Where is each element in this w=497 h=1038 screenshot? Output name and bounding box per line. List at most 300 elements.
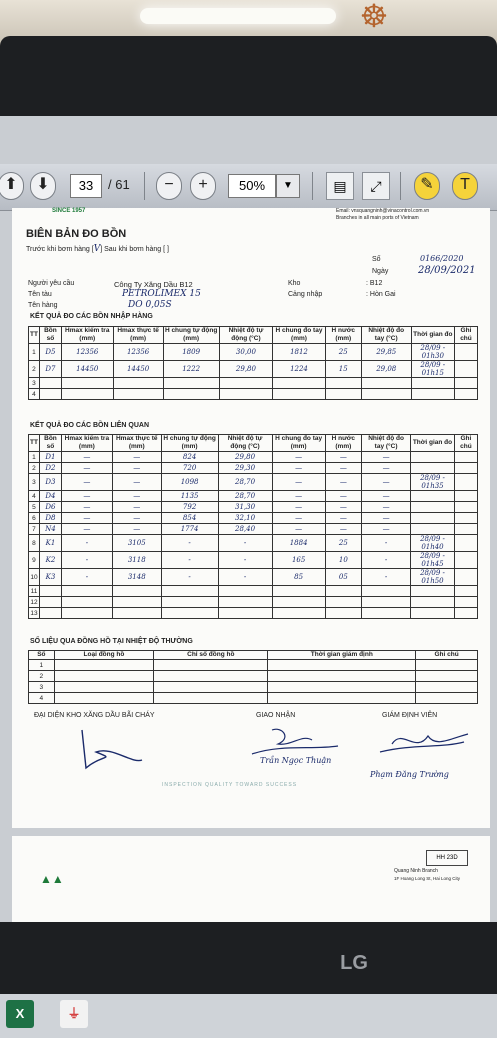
toolbar-divider: [144, 172, 145, 200]
zoom-level-input[interactable]: 50%: [228, 174, 276, 198]
table-cell: [161, 608, 218, 619]
ngay-label: Ngày: [372, 268, 389, 275]
table-cell: 2: [29, 361, 40, 378]
table-cell: [454, 491, 477, 502]
table-cell: D7: [39, 361, 61, 378]
table-cell: 28,70: [218, 474, 272, 491]
table-cell: 1: [29, 344, 40, 361]
table-cell: D8: [39, 513, 61, 524]
table-cell: 8: [29, 535, 40, 552]
table-cell: [112, 597, 161, 608]
table-cell: [161, 597, 218, 608]
table-cell: [218, 597, 272, 608]
table-cell: [454, 502, 477, 513]
table-cell: [163, 378, 219, 389]
table-row: [29, 361, 478, 378]
page-down-icon[interactable]: ⬇: [30, 172, 56, 200]
table-cell: 15: [325, 361, 361, 378]
column-header: Ghi chú: [454, 435, 477, 452]
table-cell: 1: [29, 452, 40, 463]
table-cell: 14450: [113, 361, 163, 378]
ship-name-label: Tên tàu: [28, 291, 52, 298]
right-signature-image: [372, 724, 472, 764]
table-cell: [272, 586, 325, 597]
related-tanks-table: [28, 434, 478, 619]
table-cell: 792: [161, 502, 218, 513]
table-cell: —: [272, 463, 325, 474]
table-cell: [454, 389, 477, 400]
column-header: Thời gian đo: [411, 327, 454, 344]
table-cell: [61, 597, 112, 608]
table-row: [29, 463, 478, 474]
table-cell: D5: [39, 344, 61, 361]
table-cell: —: [272, 452, 325, 463]
table-cell: [54, 660, 153, 671]
table-cell: [454, 344, 477, 361]
table-cell: —: [362, 502, 411, 513]
table-cell: [454, 474, 477, 491]
table-row: [29, 682, 478, 693]
page-number-input[interactable]: 33: [70, 174, 102, 198]
table-cell: [454, 608, 477, 619]
table-cell: [411, 608, 455, 619]
requester-label: Người yêu cầu: [28, 280, 75, 287]
ceiling-light: [140, 8, 336, 24]
table-cell: N4: [39, 524, 61, 535]
port-label: Cảng nhập: [288, 291, 323, 298]
table-cell: —: [112, 513, 161, 524]
table-cell: D2: [39, 463, 61, 474]
table-cell: [154, 682, 268, 693]
table-row: [29, 660, 478, 671]
table-cell: [113, 378, 163, 389]
table-cell: —: [325, 502, 361, 513]
lg-logo: LG: [340, 952, 368, 974]
section1-title: KẾT QUẢ ĐO CÁC BỒN NHẬP HÀNG: [30, 313, 153, 320]
column-header: H nước (mm): [325, 327, 361, 344]
table-cell: 29,08: [361, 361, 411, 378]
table-cell: [61, 389, 113, 400]
table-cell: -: [362, 535, 411, 552]
table-cell: 9: [29, 552, 40, 569]
table-cell: [61, 378, 113, 389]
table-cell: [361, 389, 411, 400]
table-cell: [411, 502, 455, 513]
column-header: TT: [29, 327, 40, 344]
table-cell: [272, 608, 325, 619]
column-header: Thời gian giám định: [268, 651, 416, 660]
port-value: : Hòn Gai: [366, 291, 396, 298]
table-cell: [61, 608, 112, 619]
table-cell: [325, 378, 361, 389]
table-cell: 28/09 - 01h15: [411, 361, 454, 378]
table-cell: 28/09 - 01h40: [411, 535, 455, 552]
table-cell: 12356: [61, 344, 113, 361]
sign-left-label: ĐẠI DIỆN KHO XĂNG DẦU BÃI CHÁY: [34, 712, 155, 719]
table-cell: 3105: [112, 535, 161, 552]
table-cell: —: [61, 524, 112, 535]
table-cell: D3: [39, 474, 61, 491]
table-cell: [454, 535, 477, 552]
column-header: Bồn số: [39, 435, 61, 452]
next-page-preview: [12, 836, 490, 922]
table-cell: 4: [29, 491, 40, 502]
table-cell: 1884: [272, 535, 325, 552]
table-cell: -: [161, 569, 218, 586]
column-header: Nhiệt độ đo tay (°C): [361, 327, 411, 344]
sign-right-label: GIÁM ĐỊNH VIÊN: [382, 712, 438, 719]
table-cell: [268, 660, 416, 671]
table-cell: 720: [161, 463, 218, 474]
column-header: Nhiệt độ tự động (°C): [219, 327, 273, 344]
table-cell: —: [325, 524, 361, 535]
table-cell: 3: [29, 682, 55, 693]
table-cell: —: [61, 474, 112, 491]
table-cell: [325, 608, 361, 619]
excel-icon[interactable]: X: [6, 1000, 34, 1028]
table-cell: [268, 682, 416, 693]
table-cell: 11: [29, 586, 40, 597]
table-cell: 165: [272, 552, 325, 569]
table-cell: —: [61, 491, 112, 502]
table-cell: 29,30: [218, 463, 272, 474]
table-cell: —: [362, 452, 411, 463]
table-cell: -: [218, 569, 272, 586]
table-cell: 13: [30, 609, 38, 617]
column-header: Loại đồng hồ: [54, 651, 153, 660]
table-cell: -: [161, 535, 218, 552]
table-cell: [411, 586, 455, 597]
table-cell: [268, 693, 416, 704]
table-cell: [362, 597, 411, 608]
table-cell: 31,30: [218, 502, 272, 513]
table-cell: [39, 586, 61, 597]
table-cell: [411, 597, 455, 608]
warehouse-label: Kho: [288, 280, 301, 287]
table-row: [29, 552, 478, 569]
column-header: Hmax thực tế (mm): [113, 327, 163, 344]
table-cell: [325, 389, 361, 400]
table-cell: 2: [29, 463, 40, 474]
table-cell: 854: [161, 513, 218, 524]
right-signer-name: Phạm Đăng Trường: [370, 770, 449, 779]
table-cell: [273, 378, 326, 389]
table-cell: [362, 586, 411, 597]
table-cell: 824: [161, 452, 218, 463]
table-cell: [454, 513, 477, 524]
table-cell: [219, 389, 273, 400]
table-cell: [54, 671, 153, 682]
table-cell: —: [325, 491, 361, 502]
column-header: Ghi chú: [416, 651, 478, 660]
table-cell: [454, 524, 477, 535]
zoom-dropdown-icon[interactable]: ▼: [276, 174, 300, 198]
table-cell: 1774: [161, 524, 218, 535]
table-cell: 1135: [161, 491, 218, 502]
table-cell: 28,40: [218, 524, 272, 535]
table-cell: [163, 389, 219, 400]
table-cell: [416, 682, 478, 693]
table-cell: [325, 597, 361, 608]
table-cell: 10: [29, 569, 40, 586]
table-cell: [39, 378, 61, 389]
requester-value: Công Ty Xăng Dầu B12: [114, 280, 193, 289]
table-cell: [54, 682, 153, 693]
table-cell: K1: [39, 535, 61, 552]
table-cell: 29,80: [218, 452, 272, 463]
table-cell: —: [61, 513, 112, 524]
table-cell: [411, 378, 454, 389]
table-cell: [411, 452, 455, 463]
table-row: [29, 378, 478, 389]
table-cell: [454, 586, 477, 597]
table-row: [29, 586, 478, 597]
meter-table: [28, 650, 478, 704]
table-row: [29, 597, 478, 608]
table-cell: [454, 361, 477, 378]
table-cell: —: [112, 463, 161, 474]
table-row: [29, 491, 478, 502]
table-cell: [54, 693, 153, 704]
table-cell: [416, 671, 478, 682]
table-cell: [454, 552, 477, 569]
table-cell: —: [61, 452, 112, 463]
table-cell: -: [218, 552, 272, 569]
table-cell: 10: [325, 552, 361, 569]
comment-icon[interactable]: ✎: [414, 172, 440, 200]
table-cell: 1: [29, 660, 55, 671]
table-row: [29, 693, 478, 704]
table-cell: 2: [29, 671, 55, 682]
column-header: Nhiệt độ tự động (°C): [218, 435, 272, 452]
column-header: H chung tự động (mm): [164, 327, 218, 342]
report-title: BIÊN BẢN ĐO BỒN: [26, 228, 127, 240]
table-cell: 4: [29, 693, 55, 704]
table-cell: 1222: [163, 361, 219, 378]
product-label: Tên hàng: [28, 302, 58, 309]
table-cell: [411, 463, 455, 474]
table-cell: [268, 671, 416, 682]
table-cell: -: [218, 535, 272, 552]
table-cell: 4: [29, 389, 40, 400]
ngay-value: 28/09/2021: [418, 265, 476, 276]
table-cell: [154, 660, 268, 671]
pdf-reader-icon[interactable]: ⏚: [60, 1000, 88, 1028]
table-cell: -: [362, 569, 411, 586]
table-cell: —: [112, 491, 161, 502]
table-cell: 29,85: [361, 344, 411, 361]
table-cell: -: [362, 552, 411, 569]
table-cell: 1812: [273, 344, 326, 361]
column-header: H nước (mm): [325, 435, 361, 452]
table-cell: [218, 608, 272, 619]
warehouse-value: : B12: [366, 280, 383, 287]
table-cell: 85: [272, 569, 325, 586]
table-row: [29, 671, 478, 682]
column-header: Số: [29, 651, 55, 660]
zoom-in-icon[interactable]: +: [190, 172, 216, 200]
column-header: H chung đo tay (mm): [272, 435, 325, 452]
table-cell: [219, 378, 273, 389]
ship-name-value: PETROLIMEX 15: [122, 289, 201, 299]
table-row: [29, 452, 478, 463]
table-cell: 28/09 - 01h35: [411, 474, 455, 491]
table-cell: [411, 513, 455, 524]
page-up-icon[interactable]: ⬆: [0, 172, 24, 200]
table-cell: 32,10: [218, 513, 272, 524]
table-row: [29, 608, 478, 619]
table-cell: [61, 586, 112, 597]
table-cell: 1098: [161, 474, 218, 491]
table-row: [29, 535, 478, 552]
table-cell: 14450: [61, 361, 113, 378]
before-pump-label: Trước khi bơm hàng [V] Sau khi bơm hàng [ ]: [26, 244, 169, 254]
table-cell: [154, 671, 268, 682]
table-row: [29, 474, 478, 491]
table-cell: [454, 569, 477, 586]
table-cell: —: [112, 474, 161, 491]
table-cell: -: [161, 552, 218, 569]
table-cell: 6: [29, 513, 40, 524]
fit-width-icon[interactable]: ⤢: [362, 172, 390, 200]
table-cell: 28/09 - 01h30: [411, 344, 454, 361]
table-cell: 28,70: [218, 491, 272, 502]
table-cell: 28/09 - 01h50: [411, 569, 455, 586]
footer-address: 1F Hoang Long St, Hai Long City: [394, 876, 461, 881]
table-cell: —: [362, 463, 411, 474]
table-cell: 25: [325, 344, 361, 361]
column-header: Hmax kiểm tra (mm): [61, 435, 112, 452]
column-header: Hmax kiểm tra (mm): [61, 327, 113, 344]
table-cell: 28/09 - 01h45: [411, 552, 455, 569]
column-header: H chung tự động (mm): [161, 435, 218, 452]
column-header: Thời gian đo: [411, 435, 455, 452]
table-cell: —: [272, 502, 325, 513]
table-cell: 12: [30, 598, 38, 606]
table-cell: —: [325, 452, 361, 463]
column-header: H chung đo tay (mm): [273, 327, 326, 344]
table-cell: 5: [29, 502, 40, 513]
table-row: [29, 513, 478, 524]
table-cell: —: [112, 452, 161, 463]
pdf-page: [12, 208, 490, 828]
product-value: DO 0,05S: [128, 300, 172, 310]
watermark-text: INSPECTION QUALITY TOWARD SUCCESS: [162, 782, 298, 788]
header-email: Email: vnsquangninh@vinacontrol.com.vn: [336, 208, 430, 214]
wheel-decoration-icon: ☸: [359, 0, 389, 34]
table-cell: [161, 586, 218, 597]
toolbar-divider: [312, 172, 313, 200]
pdf-toolbar: [0, 164, 497, 211]
table-cell: [416, 660, 478, 671]
table-cell: K2: [39, 552, 61, 569]
table-cell: K3: [39, 569, 61, 586]
table-cell: —: [272, 513, 325, 524]
taskbar: [0, 994, 497, 1038]
table-cell: -: [61, 569, 112, 586]
header-branches: Branches in all main ports of Vietnam: [336, 215, 419, 221]
table-cell: [416, 693, 478, 704]
table-cell: 1224: [273, 361, 326, 378]
table-cell: [154, 693, 268, 704]
table-cell: -: [61, 535, 112, 552]
table-cell: [411, 491, 455, 502]
table-row: [29, 389, 478, 400]
table-row: [29, 569, 478, 586]
table-cell: [362, 608, 411, 619]
table-cell: —: [61, 502, 112, 513]
table-cell: -: [61, 552, 112, 569]
table-cell: 7: [29, 524, 40, 535]
footer-branch: Quang Ninh Branch: [394, 868, 438, 874]
table-cell: 29,80: [219, 361, 273, 378]
table-cell: 12356: [113, 344, 163, 361]
table-row: [29, 502, 478, 513]
table-cell: [39, 389, 61, 400]
table-cell: 30,00: [219, 344, 273, 361]
vinacontrol-logo-icon: ▲▲: [40, 872, 64, 886]
form-code: HH 23D: [426, 850, 468, 866]
table-cell: [39, 608, 61, 619]
sign-mid-label: GIAO NHẬN: [256, 712, 296, 719]
typewriter-icon[interactable]: T: [452, 172, 478, 200]
table-cell: [218, 586, 272, 597]
table-cell: D4: [39, 491, 61, 502]
table-cell: 3148: [112, 569, 161, 586]
table-cell: —: [61, 463, 112, 474]
zoom-out-icon[interactable]: −: [156, 172, 182, 200]
table-cell: —: [325, 474, 361, 491]
fit-page-icon[interactable]: ▤: [326, 172, 354, 200]
table-cell: 25: [325, 535, 361, 552]
table-cell: 3: [29, 474, 40, 491]
table-cell: [112, 608, 161, 619]
table-cell: 3118: [112, 552, 161, 569]
table-cell: —: [362, 524, 411, 535]
table-row: [29, 524, 478, 535]
table-cell: —: [272, 474, 325, 491]
table-cell: 3: [29, 378, 40, 389]
so-label: Số: [372, 256, 381, 263]
column-header: TT: [29, 435, 40, 452]
table-cell: [411, 389, 454, 400]
table-row: [29, 344, 478, 361]
table-cell: 05: [325, 569, 361, 586]
column-header: Ghi chú: [454, 327, 477, 344]
brand-since: SINCE 1957: [52, 208, 86, 214]
table-cell: [325, 586, 361, 597]
table-cell: [454, 378, 477, 389]
table-cell: —: [272, 524, 325, 535]
table-cell: [454, 597, 477, 608]
section2-title: KẾT QUẢ ĐO CÁC BỒN LIÊN QUAN: [30, 422, 149, 429]
table-cell: —: [362, 513, 411, 524]
table-cell: [454, 463, 477, 474]
table-cell: [411, 524, 455, 535]
column-header: Hmax thực tế (mm): [112, 435, 161, 452]
table-cell: [272, 597, 325, 608]
table-cell: [113, 389, 163, 400]
table-cell: [39, 597, 61, 608]
table-cell: 1809: [163, 344, 219, 361]
table-cell: —: [272, 491, 325, 502]
toolbar-divider: [400, 172, 401, 200]
table-cell: —: [325, 463, 361, 474]
section3-title: SỐ LIỆU QUA ĐỒNG HỒ TẠI NHIỆT ĐỘ THƯỜNG: [30, 638, 193, 645]
table-cell: —: [112, 524, 161, 535]
table-cell: [112, 586, 161, 597]
page-total: / 61: [108, 177, 130, 192]
